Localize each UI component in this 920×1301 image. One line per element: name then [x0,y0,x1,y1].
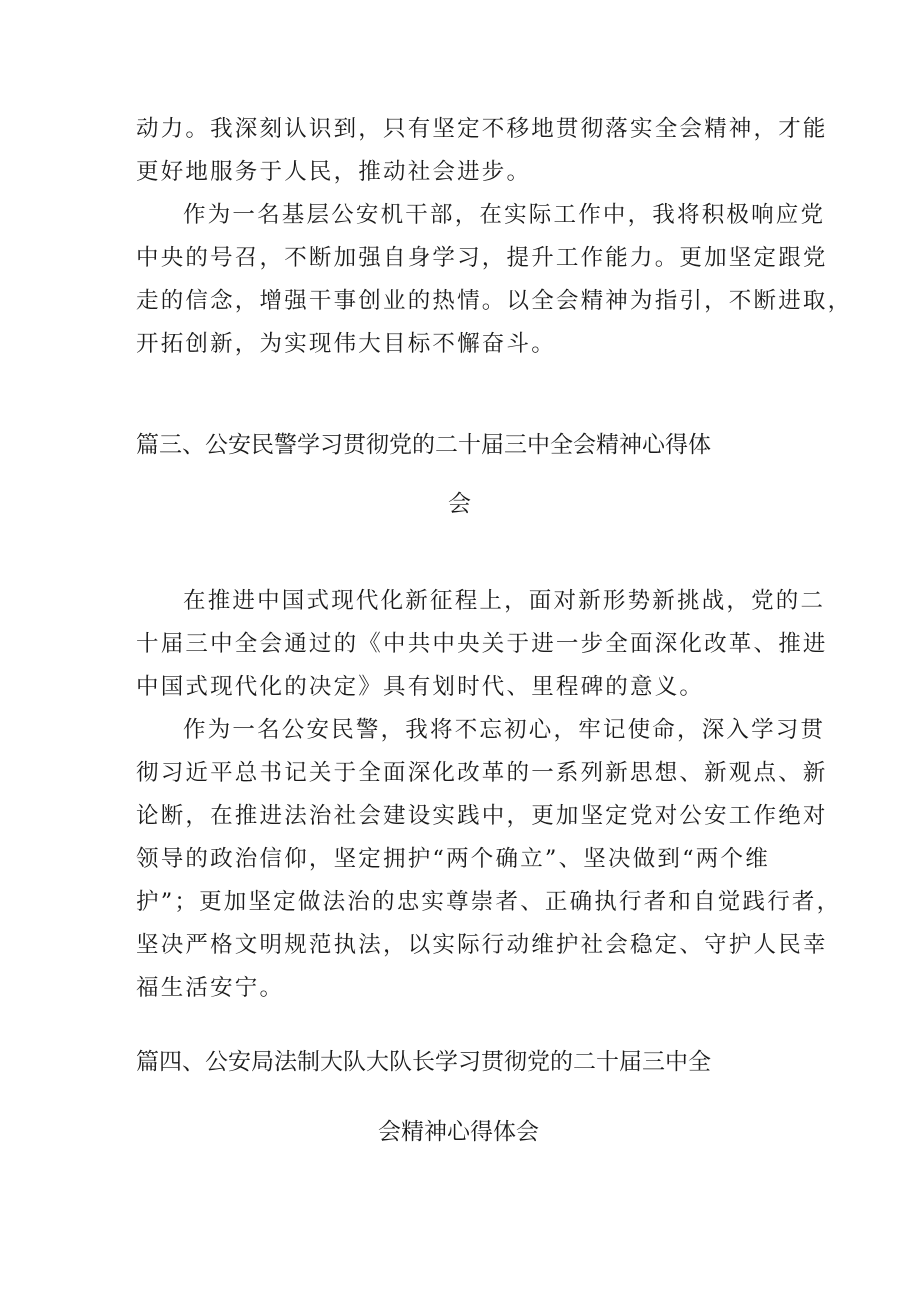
paragraph-line: 走的信念，增强干事创业的热情。以全会精神为指引，不断进取， [136,288,853,314]
paragraph-line: 福生活安宁。 [136,975,285,1001]
section-heading: 会精神心得体会 [378,1119,539,1145]
paragraph-line: 动力。我深刻认识到，只有坚定不移地贯彻落实全会精神，才能 [136,116,828,142]
paragraph-line: 十届三中全会通过的《中共中央关于进一步全面深化改革、推进 [136,631,828,657]
paragraph-line: 作为一名基层公安机干部，在实际工作中，我将积极响应党 [183,202,826,228]
paragraph-line: 彻习近平总书记关于全面深化改革的一系列新思想、新观点、新 [136,760,828,786]
paragraph-line: 在推进中国式现代化新征程上，面对新形势新挑战，党的二 [183,588,826,614]
paragraph-line: 作为一名公安民警，我将不忘初心，牢记使命，深入学习贯 [183,717,826,743]
section-heading: 篇四、公安局法制大队大队长学习贯彻党的二十届三中全 [136,1049,711,1075]
paragraph-line: 开拓创新，为实现伟大目标不懈奋斗。 [136,331,556,357]
paragraph-line: 更好地服务于人民，推动社会进步。 [136,159,532,185]
paragraph-line: 中国式现代化的决定》具有划时代、里程碑的意义。 [136,674,705,700]
paragraph-line: 护”；更加坚定做法治的忠实尊崇者、正确执行者和自觉践行者， [136,889,842,915]
section-heading: 篇三、公安民警学习贯彻党的二十届三中全会精神心得体 [136,432,711,458]
paragraph-line: 中央的号召，不断加强自身学习，提升工作能力。更加坚定跟党 [136,245,828,271]
paragraph-line: 论断，在推进法治社会建设实践中，更加坚定党对公安工作绝对 [136,803,828,829]
section-heading: 会 [448,491,471,517]
paragraph-line: 坚决严格文明规范执法，以实际行动维护社会稳定、守护人民幸 [136,932,828,958]
paragraph-line: 领导的政治信仰，坚定拥护“两个确立”、坚决做到“两个维 [136,846,770,872]
